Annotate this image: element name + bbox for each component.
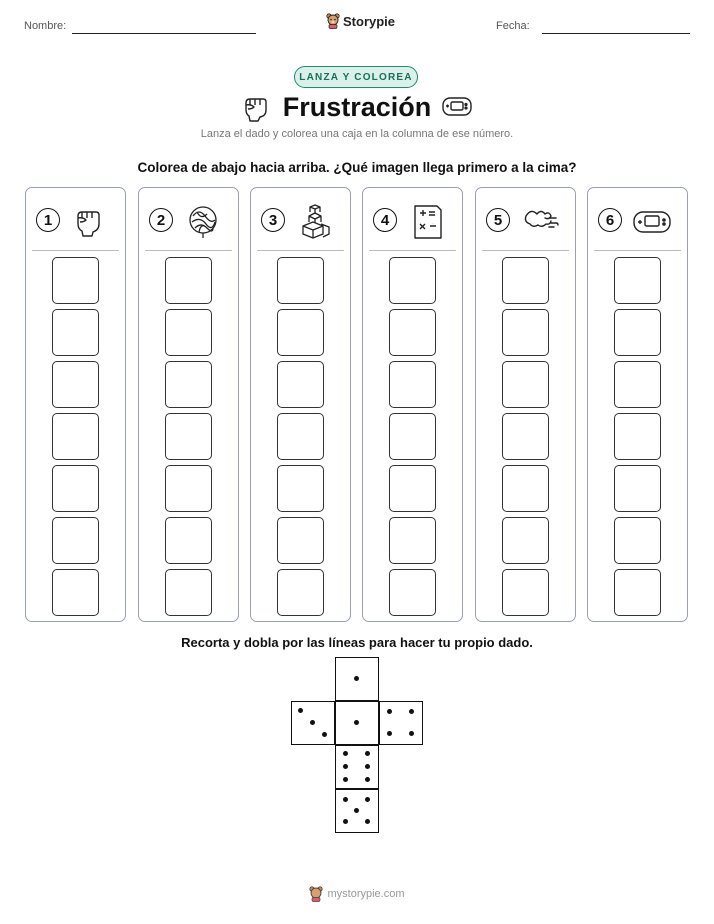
color-box[interactable] (389, 257, 436, 304)
color-box[interactable] (165, 413, 212, 460)
color-box[interactable] (614, 309, 661, 356)
page-title: Frustración (282, 92, 432, 122)
game-controller-icon (441, 95, 473, 119)
dice-pip (365, 797, 370, 802)
column-divider (32, 250, 119, 251)
color-box[interactable] (389, 361, 436, 408)
color-box[interactable] (165, 257, 212, 304)
tangled-mind-icon (183, 202, 223, 240)
dice-pip (298, 708, 303, 713)
roll-column-5 (475, 187, 576, 622)
color-box[interactable] (277, 257, 324, 304)
color-box[interactable] (502, 413, 549, 460)
column-divider (594, 250, 681, 251)
game-controller-icon (632, 202, 672, 240)
color-box[interactable] (165, 309, 212, 356)
roll-column-4 (362, 187, 463, 622)
color-box[interactable] (614, 517, 661, 564)
column-number: 5 (486, 208, 510, 232)
column-header (476, 202, 575, 242)
dice-pip (343, 777, 348, 782)
color-box[interactable] (52, 569, 99, 616)
color-box[interactable] (389, 517, 436, 564)
column-number: 1 (36, 208, 60, 232)
storypie-logo (326, 13, 395, 29)
dice-pip (365, 764, 370, 769)
dice-pip (354, 676, 359, 681)
dice-pip (387, 709, 392, 714)
color-box[interactable] (277, 309, 324, 356)
date-label: Fecha: (496, 20, 530, 32)
column-divider (145, 250, 232, 251)
color-box[interactable] (502, 257, 549, 304)
color-box[interactable] (52, 257, 99, 304)
dice-pip (365, 751, 370, 756)
column-header (139, 202, 238, 242)
color-box[interactable] (277, 413, 324, 460)
color-box[interactable] (165, 517, 212, 564)
dice-pip (310, 720, 315, 725)
column-number: 2 (149, 208, 173, 232)
page-subtitle: Lanza el dado y colorea una caja en la columna de ese número. (200, 128, 514, 140)
color-box[interactable] (502, 465, 549, 512)
dice-pip (409, 709, 414, 714)
name-line[interactable] (72, 33, 256, 34)
color-box[interactable] (277, 361, 324, 408)
column-divider (369, 250, 456, 251)
color-box[interactable] (389, 413, 436, 460)
color-box[interactable] (614, 413, 661, 460)
dice-pip (365, 777, 370, 782)
color-box[interactable] (389, 309, 436, 356)
name-label: Nombre: (24, 20, 67, 32)
dice-pip (322, 732, 327, 737)
dice-pip (343, 819, 348, 824)
column-number: 4 (373, 208, 397, 232)
color-box[interactable] (502, 569, 549, 616)
color-box[interactable] (389, 465, 436, 512)
dice-pip (409, 731, 414, 736)
color-box[interactable] (277, 569, 324, 616)
brand-name: Storypie (343, 13, 396, 29)
dice-pip (343, 764, 348, 769)
color-box[interactable] (614, 361, 661, 408)
block-tower-icon (295, 202, 335, 240)
column-number: 6 (598, 208, 622, 232)
date-line[interactable] (542, 33, 690, 34)
dice-face (335, 745, 379, 789)
column-header (363, 202, 462, 242)
color-box[interactable] (52, 309, 99, 356)
coloring-instruction: Colorea de abajo hacia arriba. ¿Qué imagen llega primero a la cima? (137, 160, 577, 175)
color-box[interactable] (502, 361, 549, 408)
math-worksheet-icon (407, 202, 447, 240)
column-divider (257, 250, 344, 251)
dice-face (335, 701, 379, 745)
dice-instruction: Recorta y dobla por las líneas para hacer tu propio dado. (181, 635, 533, 650)
column-number: 3 (261, 208, 285, 232)
color-box[interactable] (614, 257, 661, 304)
dice-face (291, 701, 335, 745)
color-box[interactable] (165, 569, 212, 616)
dice-pip (343, 751, 348, 756)
dice-face (335, 789, 379, 833)
roll-column-2 (138, 187, 239, 622)
color-box[interactable] (502, 309, 549, 356)
dice-pip (387, 731, 392, 736)
color-box[interactable] (52, 413, 99, 460)
color-box[interactable] (165, 361, 212, 408)
bear-mascot-icon (309, 886, 323, 902)
column-header (251, 202, 350, 242)
activity-badge: LANZA Y COLOREA (294, 66, 418, 88)
dice-face (335, 657, 379, 701)
dice-pip (365, 819, 370, 824)
dice-pip (354, 808, 359, 813)
wind-puff-icon (520, 202, 560, 240)
footer-url: mystorypie.com (327, 888, 405, 900)
color-box[interactable] (389, 569, 436, 616)
color-box[interactable] (614, 465, 661, 512)
dice-pip (354, 720, 359, 725)
color-box[interactable] (614, 569, 661, 616)
roll-column-3 (250, 187, 351, 622)
color-box[interactable] (165, 465, 212, 512)
color-box[interactable] (52, 465, 99, 512)
roll-column-1 (25, 187, 126, 622)
bear-mascot-icon (326, 13, 340, 29)
column-divider (482, 250, 569, 251)
color-box[interactable] (52, 517, 99, 564)
color-box[interactable] (502, 517, 549, 564)
fist-icon (70, 202, 110, 240)
dice-face (379, 701, 423, 745)
dice-pip (343, 797, 348, 802)
color-box[interactable] (52, 361, 99, 408)
footer (0, 886, 714, 902)
column-header (26, 202, 125, 242)
column-header (588, 202, 687, 242)
roll-column-6 (587, 187, 688, 622)
color-box[interactable] (277, 465, 324, 512)
color-box[interactable] (277, 517, 324, 564)
